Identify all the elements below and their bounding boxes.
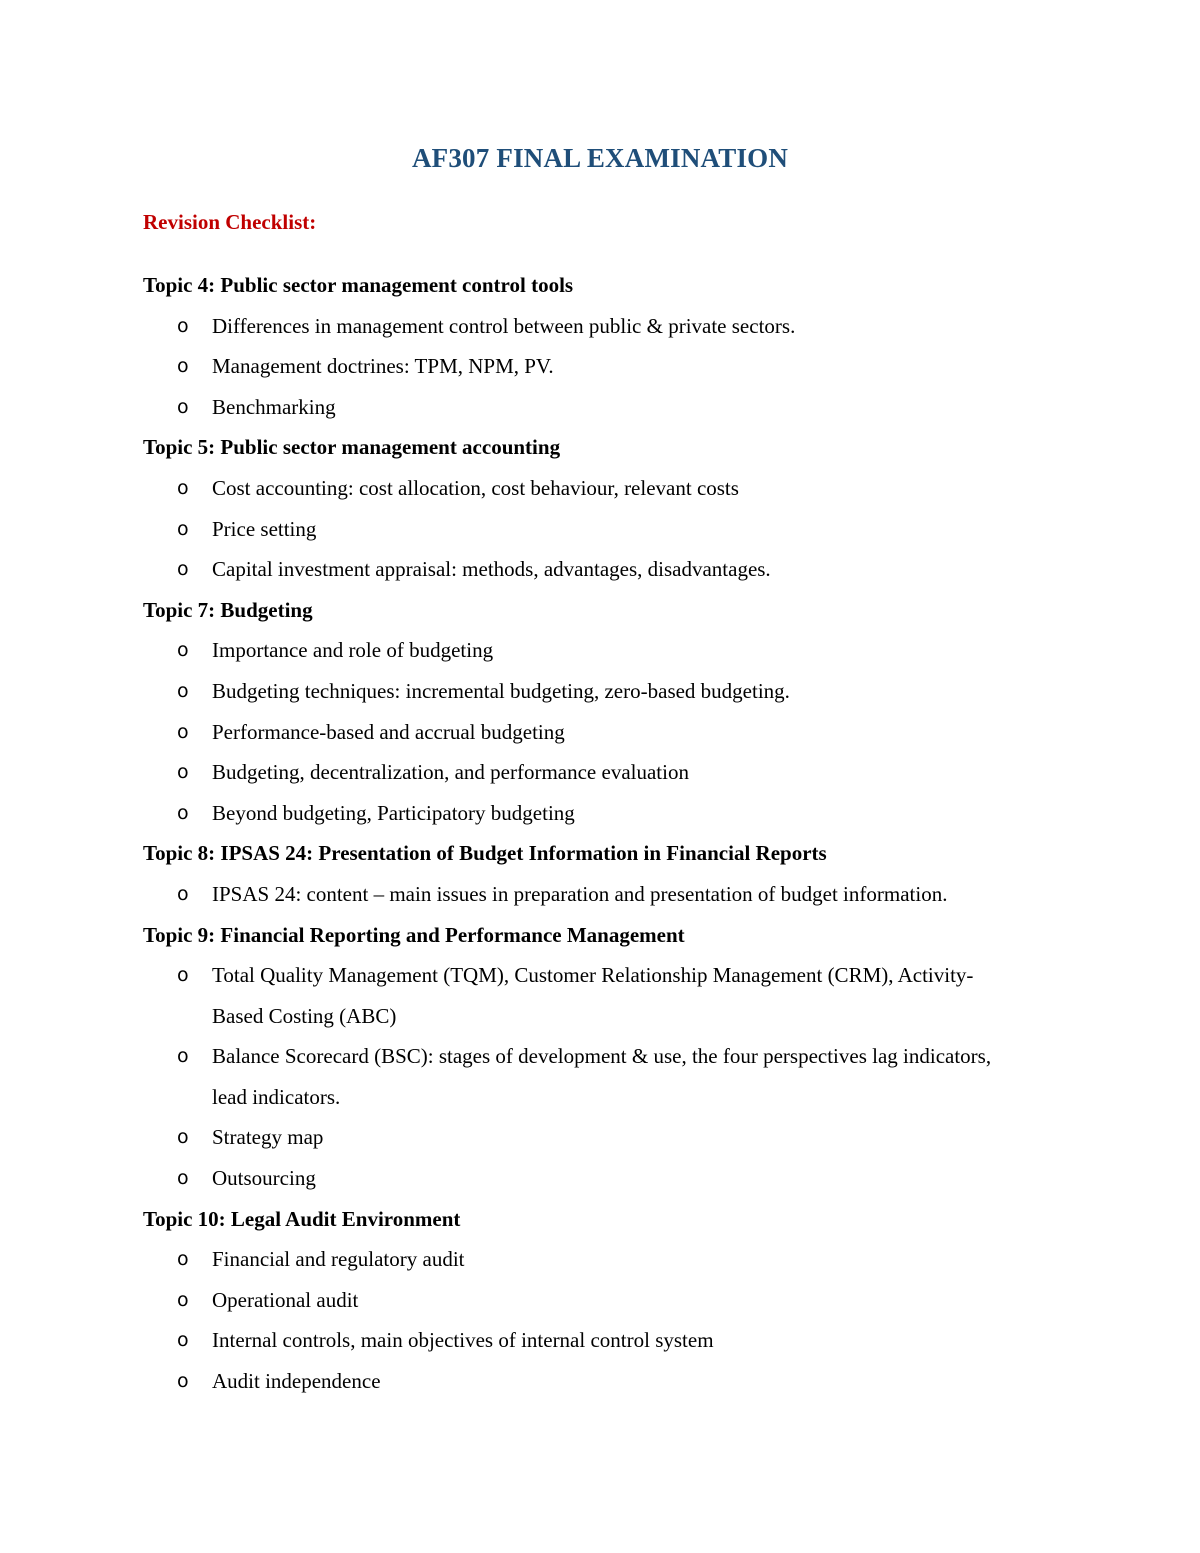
topic-item-list	[143, 874, 1143, 915]
list-item	[143, 306, 1143, 347]
circle-bullet-icon: o	[177, 558, 189, 581]
topic-heading: Topic 5: Public sector management accounting	[143, 435, 561, 460]
list-item-text: Balance Scorecard (BSC): stages of development & use, the four perspectives lag indicators, lead indicators.	[212, 1044, 992, 1109]
list-item	[143, 468, 1143, 509]
list-item-text: Budgeting, decentralization, and performance evaluation	[212, 760, 689, 785]
revision-checklist-heading: Revision Checklist:	[143, 210, 317, 234]
circle-bullet-icon: o	[177, 1248, 189, 1271]
topic-item-list	[143, 955, 1143, 1199]
document-title: AF307 FINAL EXAMINATION	[411, 143, 789, 173]
checklist-content	[143, 265, 1143, 1402]
circle-bullet-icon: o	[177, 761, 189, 784]
topic-item-list	[143, 630, 1143, 833]
list-item-text: Budgeting techniques: incremental budgeting, zero-based budgeting.	[212, 678, 790, 703]
list-item	[143, 671, 1143, 712]
list-item	[143, 712, 1143, 753]
topic-heading: Topic 8: IPSAS 24: Presentation of Budget Information in Financial Reports	[143, 841, 827, 866]
list-item	[143, 1117, 1143, 1158]
circle-bullet-icon: o	[177, 1370, 189, 1393]
circle-bullet-icon: o	[177, 1167, 189, 1190]
circle-bullet-icon: o	[177, 476, 189, 499]
circle-bullet-icon: o	[177, 801, 189, 824]
list-item-text: Price setting	[212, 516, 317, 541]
topic-heading: Topic 7: Budgeting	[143, 597, 313, 622]
list-item	[143, 630, 1143, 671]
circle-bullet-icon: o	[177, 964, 189, 987]
list-item	[143, 1239, 1143, 1280]
list-item-text: Financial and regulatory audit	[212, 1247, 465, 1272]
list-item	[143, 387, 1143, 428]
topic-heading: Topic 9: Financial Reporting and Performance Management	[143, 922, 685, 947]
list-item	[143, 793, 1143, 834]
topic-item-list	[143, 306, 1143, 428]
circle-bullet-icon: o	[177, 720, 189, 743]
list-item-text: Strategy map	[212, 1125, 324, 1150]
list-item	[143, 874, 1143, 915]
list-item-text: Cost accounting: cost allocation, cost behaviour, relevant costs	[212, 475, 739, 500]
list-item-text: IPSAS 24: content – main issues in preparation and presentation of budget information.	[212, 881, 948, 906]
list-item-text: Management doctrines: TPM, NPM, PV.	[212, 354, 554, 379]
topic-item-list	[143, 468, 1143, 590]
list-item-text: Operational audit	[212, 1287, 359, 1312]
list-item	[143, 955, 1143, 1036]
list-item	[143, 1158, 1143, 1199]
list-item-text: Total Quality Management (TQM), Customer Relationship Management (CRM), Activity-Based Costing (ABC)	[212, 963, 974, 1028]
circle-bullet-icon: o	[177, 395, 189, 418]
list-item	[143, 549, 1143, 590]
list-item-text: Performance-based and accrual budgeting	[212, 719, 565, 744]
circle-bullet-icon: o	[177, 679, 189, 702]
list-item-text: Outsourcing	[212, 1166, 316, 1191]
topic-heading: Topic 4: Public sector management control tools	[143, 273, 574, 297]
list-item-text: Importance and role of budgeting	[212, 638, 494, 663]
circle-bullet-icon: o	[177, 1329, 189, 1352]
circle-bullet-icon: o	[177, 355, 189, 378]
list-item-text: Benchmarking	[212, 394, 336, 419]
list-item	[143, 1361, 1143, 1402]
list-item	[143, 1036, 1143, 1117]
list-item-text: Internal controls, main objectives of internal control system	[212, 1328, 714, 1353]
topic-heading: Topic 10: Legal Audit Environment	[143, 1206, 461, 1231]
list-item	[143, 1320, 1143, 1361]
circle-bullet-icon: o	[177, 1045, 189, 1068]
list-item	[143, 752, 1143, 793]
circle-bullet-icon: o	[177, 882, 189, 905]
list-item	[143, 1280, 1143, 1321]
circle-bullet-icon: o	[177, 639, 189, 662]
circle-bullet-icon: o	[177, 517, 189, 540]
topic-item-list	[143, 1239, 1143, 1401]
list-item-text: Beyond budgeting, Participatory budgeting	[212, 800, 575, 825]
circle-bullet-icon: o	[177, 1288, 189, 1311]
circle-bullet-icon: o	[177, 1126, 189, 1149]
list-item-text: Capital investment appraisal: methods, advantages, disadvantages.	[212, 557, 771, 582]
list-item	[143, 346, 1143, 387]
list-item-text: Audit independence	[212, 1369, 381, 1394]
list-item	[143, 509, 1143, 550]
circle-bullet-icon: o	[177, 314, 189, 337]
list-item-text: Differences in management control between public & private sectors.	[212, 313, 796, 338]
